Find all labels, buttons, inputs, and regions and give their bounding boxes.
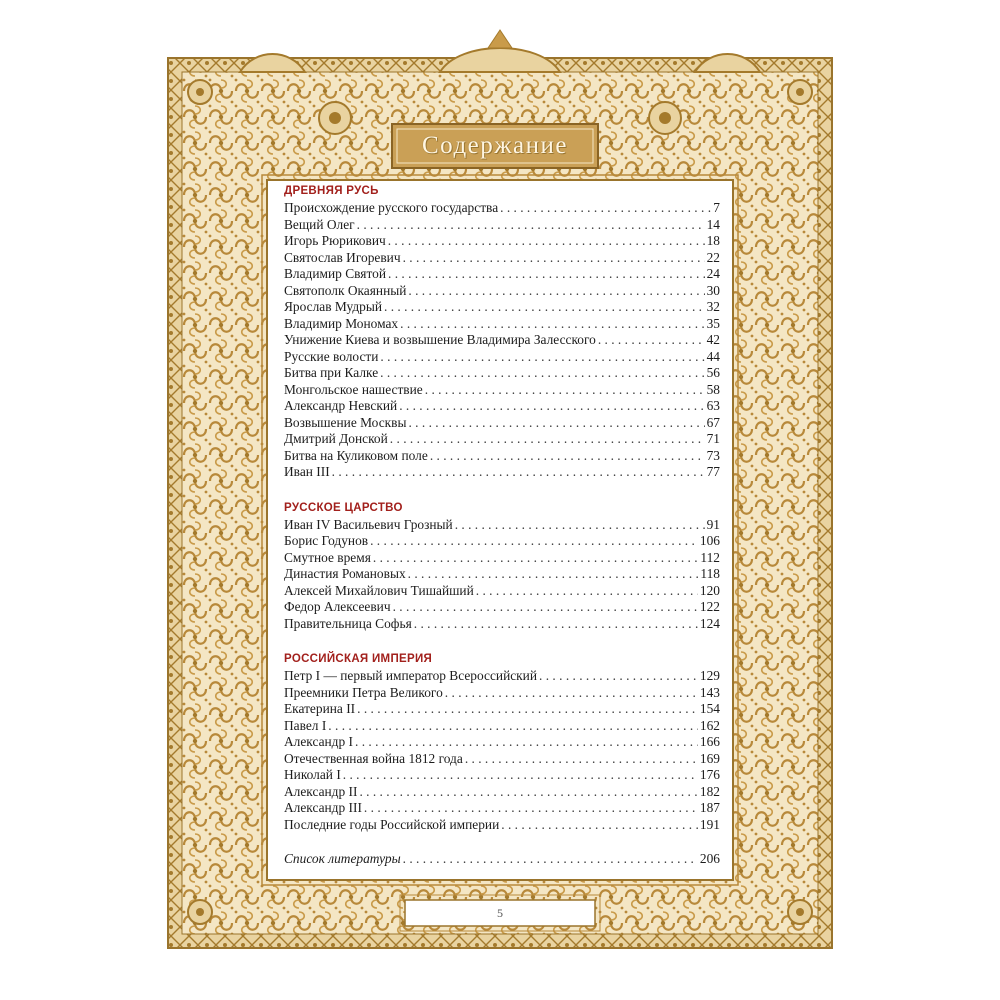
toc-entry-page: 67 — [706, 414, 720, 430]
toc-entry[interactable] — [284, 398, 720, 415]
toc-entry-page: 44 — [706, 348, 720, 364]
dot-leader — [357, 217, 705, 234]
dot-leader — [388, 233, 705, 250]
toc-entry-title: Святополк Окаянный — [284, 282, 407, 298]
toc-entry-page: 77 — [706, 464, 720, 479]
toc-entry[interactable] — [284, 266, 720, 283]
toc-entry-title: Святослав Игоревич — [284, 249, 401, 265]
toc-entry[interactable] — [284, 332, 720, 349]
toc-entry-title: Павел I — [284, 717, 327, 733]
toc-section — [284, 501, 720, 633]
toc-entry-page: 187 — [699, 800, 720, 815]
toc-entry[interactable] — [284, 550, 720, 567]
toc-entry-title: Список литературы — [284, 851, 401, 866]
toc-entry-title: Битва на Куликовом поле — [284, 447, 428, 463]
toc-entry[interactable] — [284, 784, 720, 801]
toc-entry-page: 73 — [706, 447, 720, 463]
dot-leader — [403, 851, 698, 868]
toc-entry[interactable] — [284, 431, 720, 448]
toc-entry-page: 169 — [699, 750, 720, 766]
toc-entry[interactable] — [284, 316, 720, 333]
toc-entry[interactable] — [284, 415, 720, 432]
toc-entry-literature[interactable] — [284, 851, 720, 868]
toc-entry-title: Иван III — [284, 464, 330, 479]
toc-entry[interactable] — [284, 616, 720, 633]
toc-entry-title: Борис Годунов — [284, 533, 369, 548]
toc-entry-page: 124 — [699, 615, 720, 631]
dot-leader — [408, 566, 699, 583]
toc-entry-title: Русские волости — [284, 348, 379, 364]
dot-leader — [476, 583, 698, 600]
dot-leader — [390, 431, 705, 448]
section-heading: ДРЕВНЯЯ РУСЬ — [284, 185, 379, 197]
toc-entry[interactable] — [284, 382, 720, 399]
page-title: Содержание — [422, 132, 568, 159]
dot-leader — [388, 266, 705, 283]
toc-entry[interactable] — [284, 767, 720, 784]
toc-entry[interactable] — [284, 250, 720, 267]
toc-entry-title: Унижение Киева и возвышение Владимира Залесского — [284, 332, 596, 347]
table-of-contents — [284, 184, 720, 868]
toc-section — [284, 652, 720, 833]
toc-entry-page: 162 — [699, 717, 720, 733]
toc-entry-title: Петр I — первый император Всероссийский — [284, 668, 538, 683]
dot-leader — [359, 784, 697, 801]
toc-entry-page: 176 — [699, 767, 720, 782]
toc-entry-page: 56 — [706, 365, 720, 380]
toc-entry[interactable] — [284, 599, 720, 616]
dot-leader — [399, 398, 704, 415]
dot-leader — [425, 382, 705, 399]
toc-entry-title: Николай I — [284, 767, 341, 782]
dot-leader — [445, 685, 698, 702]
toc-entry-page: 106 — [699, 533, 720, 548]
dot-leader — [465, 751, 698, 768]
toc-entry[interactable] — [284, 448, 720, 465]
toc-entry-title: Последние годы Российской империи — [284, 816, 500, 832]
dot-leader — [355, 734, 698, 751]
toc-entry-page: 18 — [706, 233, 720, 248]
dot-leader — [403, 250, 705, 267]
toc-entry-page: 22 — [706, 249, 720, 265]
toc-entry[interactable] — [284, 685, 720, 702]
toc-entry-title: Смутное время — [284, 549, 371, 565]
toc-entry-page: 71 — [706, 431, 720, 446]
toc-entry-page: 91 — [706, 516, 720, 532]
section-heading: РОССИЙСКАЯ ИМПЕРИЯ — [284, 653, 433, 665]
dot-leader — [400, 316, 704, 333]
toc-entry-title: Алексей Михайлович Тишайший — [284, 582, 474, 598]
toc-entry-title: Александр II — [284, 783, 358, 799]
dot-leader — [408, 283, 704, 300]
dot-leader — [373, 550, 699, 567]
toc-entry-page: 143 — [699, 684, 720, 700]
toc-entry-title: Династия Романовых — [284, 566, 406, 581]
toc-entry-title: Игорь Рюрикович — [284, 233, 386, 248]
toc-entry[interactable] — [284, 800, 720, 817]
toc-entry-title: Преемники Петра Великого — [284, 684, 443, 700]
dot-leader — [380, 365, 704, 382]
dot-leader — [380, 349, 704, 366]
toc-entry-title: Владимир Святой — [284, 266, 386, 281]
dot-leader — [357, 701, 698, 718]
toc-entry-page: 206 — [699, 851, 720, 866]
toc-entry[interactable] — [284, 566, 720, 583]
toc-entry-page: 35 — [706, 315, 720, 331]
dot-leader — [384, 299, 705, 316]
toc-section — [284, 184, 720, 481]
toc-entry-page: 58 — [706, 381, 720, 397]
toc-entry-page: 118 — [700, 566, 720, 581]
toc-entry[interactable] — [284, 751, 720, 768]
toc-entry[interactable] — [284, 349, 720, 366]
toc-entry-title: Ярослав Мудрый — [284, 299, 382, 314]
dot-leader — [408, 415, 704, 432]
toc-entry-page: 30 — [706, 282, 720, 298]
toc-entry-title: Возвышение Москвы — [284, 414, 407, 430]
toc-entry[interactable] — [284, 817, 720, 834]
toc-entry-page: 42 — [706, 332, 720, 347]
toc-entry-title: Александр Невский — [284, 398, 398, 413]
dot-leader — [343, 767, 698, 784]
toc-entry-page: 120 — [699, 582, 720, 598]
toc-entry[interactable] — [284, 517, 720, 534]
toc-entry-title: Правительница Софья — [284, 615, 412, 631]
page-number: 5 — [497, 906, 503, 920]
toc-entry-page: 7 — [713, 200, 720, 215]
toc-entry-title: Владимир Мономах — [284, 315, 399, 331]
toc-entry-page: 14 — [706, 216, 720, 232]
dot-leader — [430, 448, 705, 465]
toc-entry-title: Иван IV Васильевич Грозный — [284, 516, 453, 532]
dot-leader — [370, 533, 698, 550]
toc-entry-title: Дмитрий Донской — [284, 431, 388, 446]
toc-entry-title: Федор Алексеевич — [284, 599, 391, 614]
toc-entry-title: Отечественная война 1812 года — [284, 750, 463, 766]
toc-entry[interactable] — [284, 668, 720, 685]
dot-leader — [414, 616, 698, 633]
toc-entry[interactable] — [284, 701, 720, 718]
toc-entry-page: 191 — [699, 816, 720, 832]
toc-entry-page: 32 — [706, 299, 720, 314]
dot-leader — [598, 332, 705, 349]
toc-entry-title: Битва при Калке — [284, 365, 379, 380]
dot-leader — [501, 817, 698, 834]
toc-entry[interactable] — [284, 217, 720, 234]
toc-entry-title: Екатерина II — [284, 701, 356, 716]
dot-leader — [328, 718, 698, 735]
toc-entry[interactable] — [284, 299, 720, 316]
toc-entry[interactable] — [284, 283, 720, 300]
toc-entry[interactable] — [284, 533, 720, 550]
dot-leader — [364, 800, 698, 817]
toc-entry-page: 129 — [699, 668, 720, 683]
toc-entry[interactable] — [284, 718, 720, 735]
dot-leader — [455, 517, 705, 534]
toc-entry-page: 112 — [700, 549, 720, 565]
toc-entry[interactable] — [284, 365, 720, 382]
toc-entry-page: 24 — [706, 266, 720, 281]
toc-entry-title: Происхождение русского государства — [284, 200, 499, 215]
toc-entry-page: 182 — [699, 783, 720, 799]
toc-entry-page: 154 — [699, 701, 720, 716]
dot-leader — [332, 464, 705, 481]
toc-entry[interactable] — [284, 464, 720, 481]
toc-entry-title: Вещий Олег — [284, 216, 355, 232]
toc-entry-page: 122 — [699, 599, 720, 614]
toc-entry[interactable] — [284, 200, 720, 217]
toc-entry-title: Александр I — [284, 734, 353, 749]
toc-entry-page: 63 — [706, 398, 720, 413]
toc-entry[interactable] — [284, 233, 720, 250]
dot-leader — [393, 599, 698, 616]
toc-entry-title: Монгольское нашествие — [284, 381, 423, 397]
toc-entry[interactable] — [284, 734, 720, 751]
toc-entry-page: 166 — [699, 734, 720, 749]
toc-entry-title: Александр III — [284, 800, 362, 815]
toc-entry[interactable] — [284, 583, 720, 600]
dot-leader — [539, 668, 698, 685]
section-heading: РУССКОЕ ЦАРСТВО — [284, 501, 403, 514]
dot-leader — [500, 200, 711, 217]
